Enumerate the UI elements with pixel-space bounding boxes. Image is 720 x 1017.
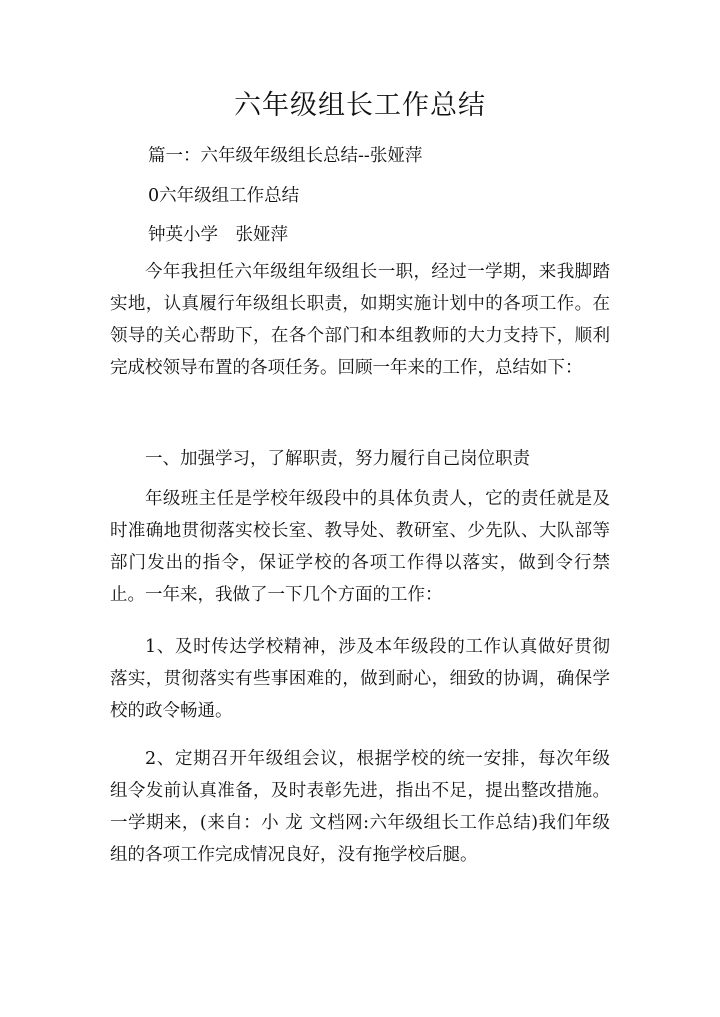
paragraph-intro: 今年我担任六年级组年级组长一职，经过一学期，来我脚踏实地，认真履行年级组长职责，如期实施计划中的各项工作。在领导的关心帮助下，在各个部门和本组教师的大力支持下，顺利完成校领导布置的各项任务。回顾一年来的工作，总结如下：	[110, 262, 610, 378]
subtitle-line: 篇一：六年级年级组长总结--张娅萍	[148, 146, 423, 166]
paragraph-responsibility: 年级班主任是学校年级段中的具体负责人，它的责任就是及时准确地贯彻落实校长室、教导处、教研室、少先队、大队部等部门发出的指令，保证学校的各项工作得以落实，做到令行禁止。一年来，我做了一下几个方面的工作：	[110, 489, 610, 605]
paragraph-section-heading: 一、加强学习，了解职责，努力履行自己岗位职责	[145, 449, 530, 469]
document-title: 六年级组长工作总结	[234, 90, 486, 121]
author-line: 钟英小学 张娅萍	[148, 225, 288, 245]
paragraph-item-1: 1、及时传达学校精神，涉及本年级段的工作认真做好贯彻落实，贯彻落实有些事困难的，做到耐心，细致的协调，确保学校的政令畅通。	[110, 637, 610, 721]
heading-line: 0六年级组工作总结	[148, 186, 300, 206]
paragraph-item-2: 2、定期召开年级组会议，根据学校的统一安排，每次年级组令发前认真准备，及时表彰先进，指出不足，提出整改措施。一学期来，(来自：小 龙 文档网:六年级组长工作总结)我们年级组的各项工作完成情况良好，没有拖学校后腿。	[110, 749, 610, 865]
